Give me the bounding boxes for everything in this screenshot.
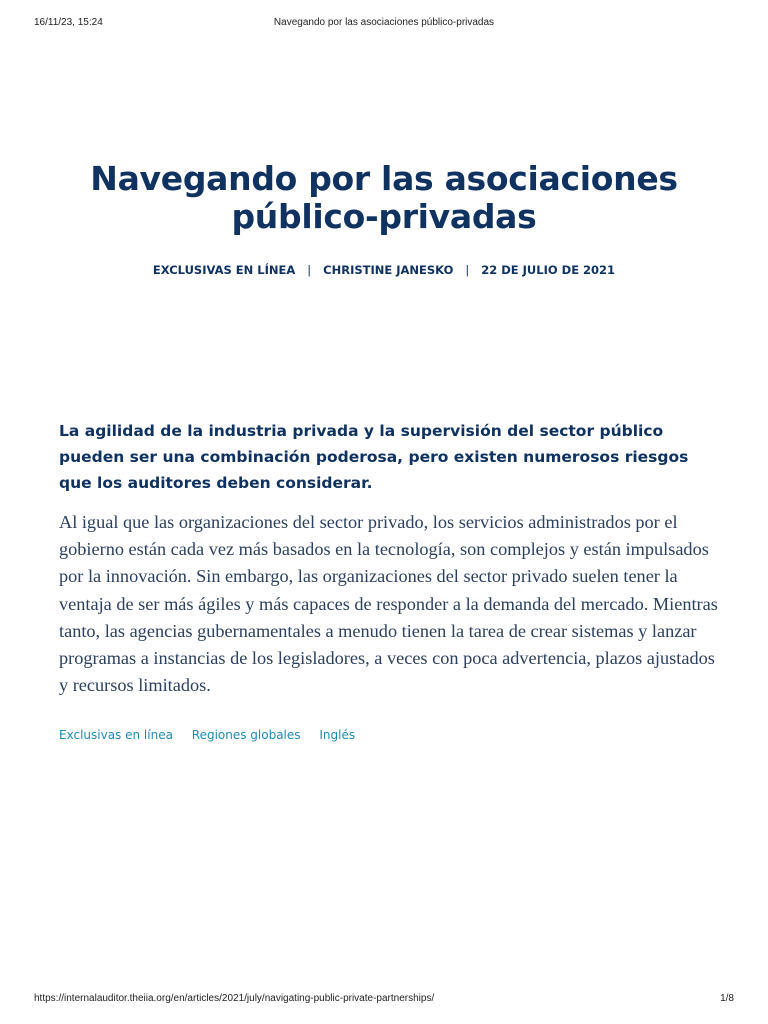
- meta-date: 22 DE JULIO DE 2021: [481, 263, 616, 277]
- tag-list: [59, 728, 370, 742]
- print-url: https://internalauditor.theiia.org/en/articles/2021/july/navigating-public-private-partnerships/: [34, 993, 435, 1004]
- print-timestamp: 16/11/23, 15:24: [34, 17, 103, 28]
- article-title: Navegando por las asociaciones público-privadas: [90, 159, 678, 236]
- tag-link[interactable]: Inglés: [319, 728, 356, 742]
- print-page-title: Navegando por las asociaciones público-privadas: [273, 17, 495, 28]
- article-lead: La agilidad de la industria privada y la supervisión del sector público pueden ser una combinación poderosa, pero existen numerosos riesgos que los auditores deben considerar.: [59, 422, 689, 492]
- print-footer: [34, 993, 734, 1007]
- meta-separator: |: [465, 263, 470, 277]
- print-header: [34, 17, 734, 31]
- tag-link[interactable]: Exclusivas en línea: [59, 728, 173, 742]
- article-meta: [0, 263, 768, 277]
- tag-link[interactable]: Regiones globales: [191, 728, 301, 742]
- meta-section-link[interactable]: EXCLUSIVAS EN LÍNEA: [152, 263, 296, 277]
- article-body-paragraph: Al igual que las organizaciones del sector privado, los servicios administrados por el gobierno están cada vez más basados en la tecnología, son complejos y están impulsados por la innovación. Sin embargo, las organizaciones del sector privado suelen tener la ventaja de ser más ágiles y más capaces de responder a la demanda del mercado. Mientras tanto, las agencias gubernamentales a menudo tienen la tarea de crear sistemas y lanzar programas a instancias de los legisladores, a veces con poca advertencia, plazos ajustados y recursos limitados.: [59, 512, 718, 696]
- meta-separator: |: [307, 263, 312, 277]
- page-number: 1/8: [720, 993, 734, 1004]
- meta-author-link[interactable]: CHRISTINE JANESKO: [323, 263, 454, 277]
